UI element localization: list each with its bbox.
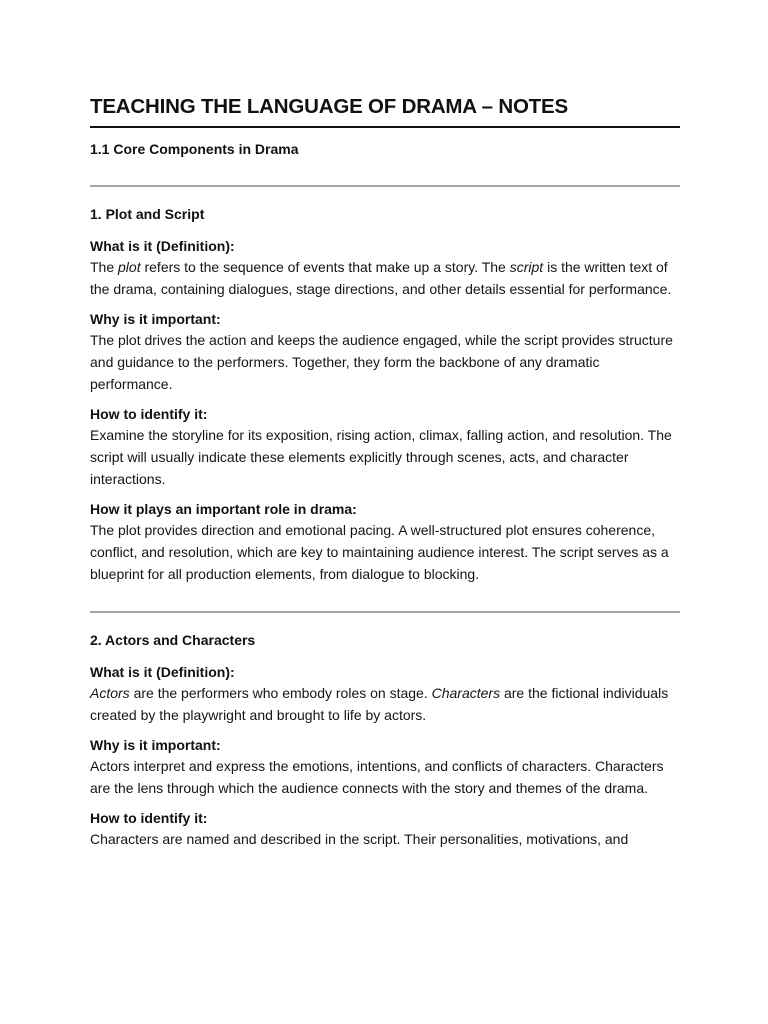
document-title: TEACHING THE LANGUAGE OF DRAMA – NOTES bbox=[90, 94, 680, 128]
identify-label: How to identify it: bbox=[90, 406, 208, 422]
term-plot: plot bbox=[118, 259, 141, 275]
importance-block bbox=[90, 735, 680, 799]
importance-block bbox=[90, 309, 680, 395]
document-subtitle: 1.1 Core Components in Drama bbox=[90, 141, 299, 157]
definition-block bbox=[90, 236, 680, 300]
role-block bbox=[90, 499, 680, 585]
term-characters: Characters bbox=[431, 685, 501, 701]
term-actors: Actors bbox=[90, 685, 130, 701]
section-divider bbox=[90, 185, 680, 187]
identify-label: How to identify it: bbox=[90, 810, 208, 826]
identify-text: Examine the storyline for its exposition, rising action, climax, falling action, and resolution. The script will usually indicate these elements explicitly through scenes, acts, and character interactions. bbox=[90, 427, 672, 487]
section-title: 1. Plot and Script bbox=[90, 206, 205, 222]
role-label: How it plays an important role in drama: bbox=[90, 501, 357, 517]
section-plot-and-script bbox=[90, 205, 680, 585]
term-script: script bbox=[509, 259, 544, 275]
definition-text-part: are the fictional individuals created by the playwright and brought to life by actors. bbox=[90, 685, 669, 723]
importance-label: Why is it important: bbox=[90, 311, 221, 327]
definition-text-part: is the written text of the drama, containing dialogues, stage directions, and other details essential for performance. bbox=[90, 259, 672, 297]
section-title: 2. Actors and Characters bbox=[90, 632, 256, 648]
section-divider bbox=[90, 611, 680, 613]
identify-text: Characters are named and described in the script. Their personalities, motivations, and bbox=[90, 831, 629, 847]
identify-block bbox=[90, 404, 680, 490]
definition-text bbox=[90, 682, 680, 726]
definition-text-part: refers to the sequence of events that make up a story. The bbox=[140, 259, 510, 275]
document-page bbox=[90, 94, 680, 850]
importance-text: Actors interpret and express the emotions, intentions, and conflicts of characters. Characters are the lens through which the audience connects with the story and themes of the drama. bbox=[90, 758, 664, 796]
definition-text bbox=[90, 256, 680, 300]
definition-block bbox=[90, 662, 680, 726]
definition-label: What is it (Definition): bbox=[90, 238, 235, 254]
importance-text: The plot drives the action and keeps the audience engaged, while the script provides structure and guidance to the performers. Together, they form the backbone of any dramatic performance. bbox=[90, 332, 673, 392]
definition-label: What is it (Definition): bbox=[90, 664, 235, 680]
role-text: The plot provides direction and emotional pacing. A well-structured plot ensures coherence, conflict, and resolution, which are key to maintaining audience interest. The script serves as a blueprint for all production elements, from dialogue to blocking. bbox=[90, 522, 669, 582]
definition-text-part: The bbox=[90, 259, 119, 275]
identify-block bbox=[90, 808, 680, 850]
importance-label: Why is it important: bbox=[90, 737, 221, 753]
definition-text-part: are the performers who embody roles on stage. bbox=[129, 685, 432, 701]
section-actors-and-characters bbox=[90, 631, 680, 850]
